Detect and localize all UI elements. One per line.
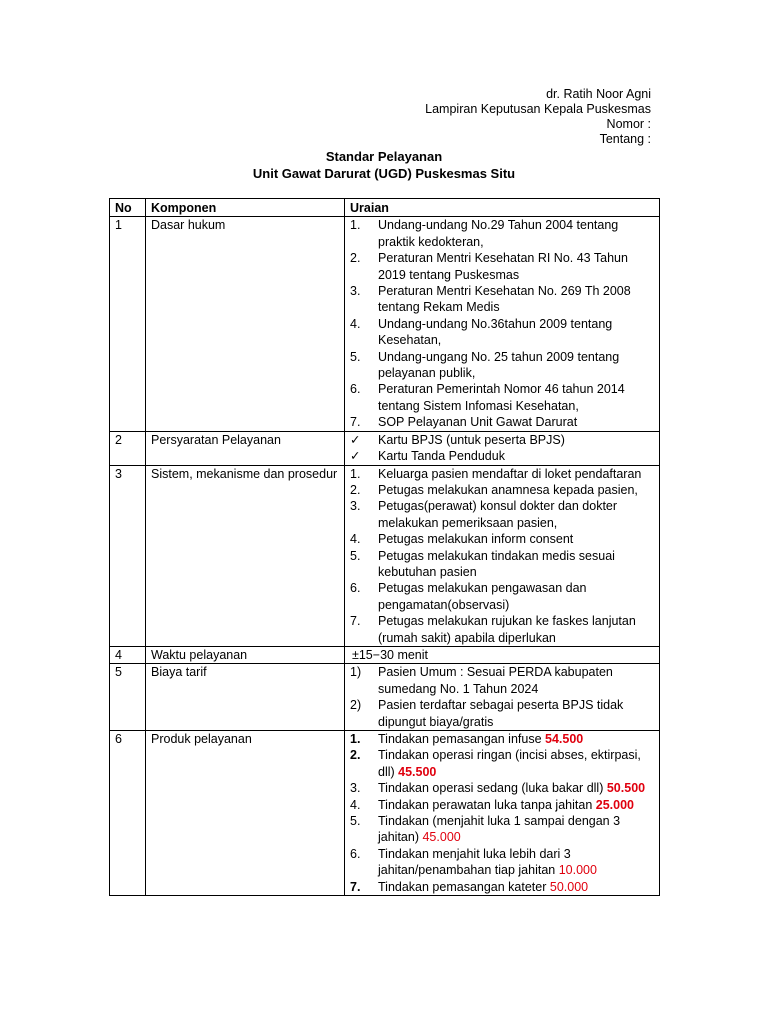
table-row [110,646,660,663]
list-marker: 1) [350,665,362,680]
list-item-text: Peraturan Mentri Kesehatan No. 269 Th 2008 tentang Rekam Medis [378,284,631,315]
list-marker: 2. [350,251,361,266]
list-item-text: Pasien Umum : Sesuai PERDA kabupaten sumedang No. 1 Tahun 2024 [378,665,613,696]
list-item-text: Kartu Tanda Penduduk [378,449,505,464]
list-item [350,697,654,730]
row-number: 3 [110,465,146,646]
list-marker: 3. [350,499,361,514]
header-author: dr. Ratih Noor Agni [546,87,651,101]
list-item-text-wrap [378,349,654,382]
table-row [110,664,660,731]
list-item [350,548,654,581]
list-item-text: Petugas(perawat) konsul dokter dan dokter melakukan pemeriksaan pasien, [378,499,618,530]
list-item [350,879,654,895]
list-item [350,414,654,430]
row-component: Biaya tarif [146,664,345,731]
list-item-text: Tindakan menjahit luka lebih dari 3 jahitan/penambahan tiap jahitan [378,846,571,878]
list-marker: 3. [350,781,361,796]
row-description [345,431,660,465]
list-item-text-wrap [378,731,654,747]
list-item-text: SOP Pelayanan Unit Gawat Darurat [378,415,578,430]
list-item-text: Petugas melakukan rujukan ke faskes lanjutan (rumah sakit) apabila diperlukan [378,614,636,645]
list-item-text-wrap [378,548,654,581]
list-item-text-wrap [378,879,654,895]
list-item-text: Undang-undang No.36tahun 2009 tentang Kesehatan, [378,316,613,348]
list-item-text-wrap [378,846,654,879]
row-component: Dasar hukum [146,217,345,431]
price-value: 45.000 [422,830,461,845]
list-marker: 1. [350,732,361,746]
col-header-no: No [110,199,146,217]
list-item [350,664,654,697]
list-item-text-wrap [378,498,654,531]
list-item [350,349,654,382]
list-marker: 6. [350,581,361,596]
title-line-2: Unit Gawat Darurat (UGD) Puskesmas Situ [252,165,516,181]
list-item [350,498,654,531]
table-body [110,217,660,896]
list-item-text-wrap [378,414,654,430]
list-item-text: Keluarga pasien mendaftar di loket pendaftaran [378,466,642,481]
header-attachment: Lampiran Keputusan Kepala Puskesmas [425,102,651,116]
list-item-text: Peraturan Mentri Kesehatan RI No. 43 Tahun 2019 tentang Puskesmas [378,251,628,282]
list-item [350,780,654,796]
list-marker: 2. [350,482,361,497]
list-item [350,580,654,613]
list-item-text: Tindakan (menjahit luka 1 sampai dengan 3 jahitan) [378,814,621,845]
row-number: 6 [110,731,146,896]
header-tentang: Tentang : [599,132,651,146]
row-component: Persyaratan Pelayanan [146,431,345,465]
checkmark-icon: ✓ [350,449,361,464]
list-item [350,466,654,482]
list-item-text-wrap [378,747,654,780]
table-header-row [110,199,660,217]
row-description [345,465,660,646]
list-item-text: Peraturan Pemerintah Nomor 46 tahun 2014 tentang Sistem Infomasi Kesehatan, [378,382,625,413]
table-row [110,731,660,896]
list-item-text-wrap [378,664,654,697]
service-time: ±15−30 menit [352,647,429,662]
list-marker: 1. [350,218,361,233]
list-marker: 4. [350,532,361,547]
list-item-text-wrap [378,613,654,646]
list-item-text-wrap [378,482,654,498]
service-standard-table [109,198,660,896]
description-list [350,217,654,430]
list-item [350,747,654,780]
list-marker: 3. [350,284,361,299]
list-item-text: Kartu BPJS (untuk peserta BPJS) [378,432,565,447]
col-header-komponen: Komponen [146,199,345,217]
list-item-text-wrap [378,697,654,730]
list-item-text-wrap [378,283,654,316]
list-item [350,283,654,316]
list-marker: 6. [350,846,361,861]
list-item-text-wrap [378,813,654,846]
list-item-text-wrap [378,466,654,482]
list-item-text: Petugas melakukan anamnesa kepada pasien, [378,482,638,497]
list-marker: 7. [350,614,361,629]
list-item-text-wrap [378,448,654,464]
list-item-text-wrap [378,797,654,813]
list-item-text-wrap [378,432,654,448]
list-item [350,316,654,349]
description-list [350,432,654,465]
document-header [425,87,651,147]
col-header-uraian: Uraian [345,199,660,217]
page-title [0,149,768,182]
table-row [110,431,660,465]
row-number: 1 [110,217,146,431]
price-value: 50.000 [549,879,589,894]
list-item [350,731,654,747]
table-row [110,465,660,646]
list-item-text: Tindakan operasi ringan (incisi abses, ektirpasi, dll) [378,748,641,779]
row-number: 5 [110,664,146,731]
list-item-text: Petugas melakukan tindakan medis sesuai kebutuhan pasien [378,548,615,579]
price-value: 45.500 [398,764,437,779]
checkmark-icon: ✓ [350,432,361,447]
title-line-1: Standar Pelayanan [325,149,443,164]
list-item-text: Tindakan perawatan luka tanpa jahitan [378,797,593,812]
price-value: 10.000 [558,863,597,878]
list-item-text: Tindakan operasi sedang (luka bakar dll) [378,781,604,796]
list-item-text: Tindakan pemasangan infuse [378,732,542,746]
list-item-text-wrap [378,316,654,349]
list-item [350,813,654,846]
list-marker: 7. [350,879,361,894]
row-component: Produk pelayanan [146,731,345,896]
row-number: 2 [110,431,146,465]
price-value: 50.500 [606,781,646,796]
list-item-text-wrap [378,381,654,414]
list-marker: 5. [350,814,361,829]
list-marker: 4. [350,797,361,812]
description-list [350,664,654,730]
price-value: 25.000 [595,797,634,812]
list-marker: 7. [350,415,361,430]
list-marker: 2) [350,698,362,713]
header-nomor: Nomor : [606,117,651,131]
list-item [350,448,654,464]
list-item-text: Pasien terdaftar sebagai peserta BPJS tidak dipungut biaya/gratis [378,698,624,729]
row-component: Waktu pelayanan [146,646,345,663]
list-item [350,381,654,414]
description-list [350,466,654,646]
list-marker: 1. [350,466,361,481]
list-item-text-wrap [378,250,654,283]
list-item-text-wrap [378,780,654,796]
list-item [350,250,654,283]
description-list [350,731,654,895]
list-item [350,482,654,498]
list-item-text: Undang-ungang No. 25 tahun 2009 tentang pelayanan publik, [378,349,620,381]
table-row [110,217,660,431]
list-item-text: Undang-undang No.29 Tahun 2004 tentang praktik kedokteran, [378,218,619,249]
price-value: 54.500 [545,732,584,746]
list-marker: 5. [350,349,361,364]
row-number: 4 [110,646,146,663]
row-description [345,646,660,663]
list-item [350,217,654,250]
list-item [350,846,654,879]
row-description [345,664,660,731]
list-marker: 2. [350,748,361,763]
list-marker: 6. [350,382,361,397]
row-description [345,731,660,896]
list-item [350,432,654,448]
list-marker: 5. [350,548,361,563]
list-item-text: Petugas melakukan pengawasan dan pengamatan(observasi) [378,581,587,612]
list-item-text: Tindakan pemasangan kateter [378,879,547,894]
list-item [350,613,654,646]
list-item [350,797,654,813]
row-component: Sistem, mekanisme dan prosedur [146,465,345,646]
list-item-text-wrap [378,217,654,250]
list-item [350,531,654,547]
list-item-text: Petugas melakukan inform consent [378,532,574,547]
list-item-text-wrap [378,580,654,613]
list-marker: 4. [350,316,361,331]
row-description [345,217,660,431]
list-item-text-wrap [378,531,654,547]
